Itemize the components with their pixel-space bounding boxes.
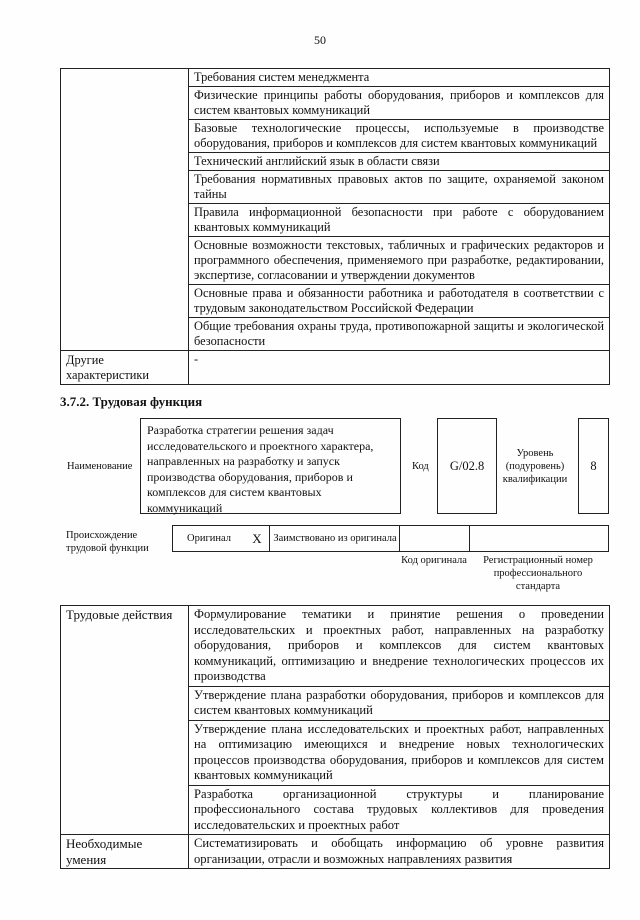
knowledge-row: Требования систем менеджмента xyxy=(189,69,610,87)
origin-label: Происхождение трудовой функции xyxy=(66,530,149,554)
borrowed-cell xyxy=(269,526,400,551)
action-row: Утверждение плана разработки оборудования, приборов и комплексов для систем квантовых коммуникаций xyxy=(189,686,610,720)
knowledge-row: Требования нормативных правовых актов по защите, охраняемой законом тайны xyxy=(189,171,610,204)
original-mark-cell xyxy=(245,526,269,551)
action-row: Утверждение плана исследовательских и проектных работ, направленных на оптимизацию имеющихся и внедрение новых технологических процессов производства оборудования, приборов и комплексов для систем квантовых коммуникаций xyxy=(189,720,610,785)
knowledge-row: Основные возможности текстовых, табличных и графических редакторов и программного обеспечения, применяемого при разработке, редактировании, экспертизе, согласовании и утверждении документов xyxy=(189,237,610,285)
code-box xyxy=(437,418,497,514)
name-label: Наименование xyxy=(67,461,133,472)
page-number: 50 xyxy=(314,33,326,47)
knowledge-label-cell xyxy=(61,69,189,351)
original-label: Оригинал xyxy=(187,533,231,544)
code-of-original-cell xyxy=(399,526,470,551)
original-cell xyxy=(173,526,245,551)
action-row: Формулирование тематики и принятие решения о проведении исследовательских и проектных работ, направленных на разработку оборудования, приборов и комплексов для систем квантовых коммуникаций, оптимизацию и внедрение технологических процессов их производства xyxy=(189,606,610,687)
knowledge-row: Физические принципы работы оборудования, приборов и комплексов для систем квантовых коммуникаций xyxy=(189,87,610,120)
other-characteristics-value: - xyxy=(189,351,610,385)
knowledge-row: Основные права и обязанности работника и работодателя в соответствии с трудовым законодательством Российской Федерации xyxy=(189,285,610,318)
knowledge-table xyxy=(60,68,610,385)
knowledge-row: Правила информационной безопасности при работе с оборудованием квантовых коммуникаций xyxy=(189,204,610,237)
level-value: 8 xyxy=(590,458,597,473)
actions-table xyxy=(60,605,610,869)
level-box xyxy=(578,418,609,514)
skill-row: Систематизировать и обобщать информацию об уровне развития организации, отрасли и возможных направлениях развития xyxy=(189,835,610,869)
code-of-original-caption: Код оригинала xyxy=(401,555,467,566)
function-name: Разработка стратегии решения задач исследовательского и проектного характера, направленных на разработку и запуск производства оборудования, приборов и комплексов для систем квантовых коммуникаций xyxy=(147,423,374,515)
code-value: G/02.8 xyxy=(449,458,485,473)
reg-number-caption: Регистрационный номер профессионального стандарта xyxy=(483,555,593,592)
knowledge-row: Общие требования охраны труда, противопожарной защиты и экологической безопасности xyxy=(189,318,610,351)
knowledge-row: Технический английский язык в области связи xyxy=(189,153,610,171)
knowledge-row: Базовые технологические процессы, используемые в производстве оборудования, приборов и комплексов для систем квантовых коммуникаций xyxy=(189,120,610,153)
skills-label: Необходимые умения xyxy=(61,835,189,869)
original-mark: X xyxy=(252,530,262,546)
level-label: Уровень (подуровень) квалификации xyxy=(502,448,568,485)
function-name-box xyxy=(140,418,401,514)
action-row: Разработка организационной структуры и планирование профессионального состава трудовых коллективов для проведения исследовательских и проектных работ xyxy=(189,785,610,835)
section-title: 3.7.2. Трудовая функция xyxy=(60,394,203,409)
origin-row xyxy=(172,525,609,552)
actions-label: Трудовые действия xyxy=(61,606,189,835)
borrowed-label: Заимствовано из оригинала xyxy=(273,532,397,544)
other-characteristics-label: Другие характеристики xyxy=(61,351,189,385)
reg-number-cell xyxy=(469,526,609,551)
code-label: Код xyxy=(412,461,429,472)
